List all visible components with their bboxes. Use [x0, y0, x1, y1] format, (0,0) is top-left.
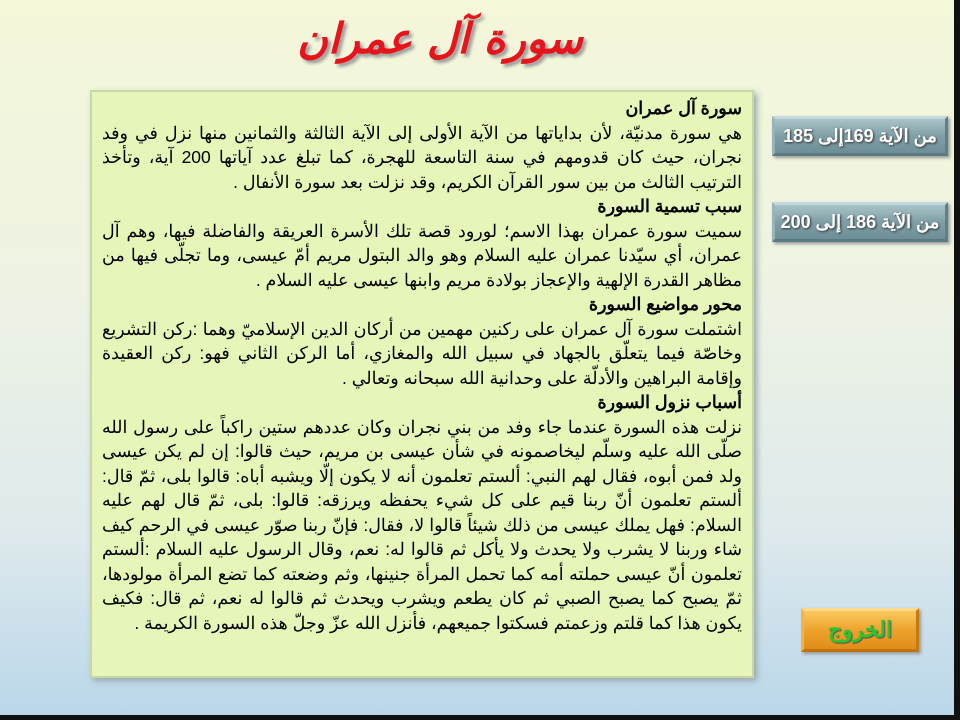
frame-border-bottom	[0, 715, 960, 720]
content-panel	[90, 90, 754, 678]
exit-button[interactable]: الخروج	[801, 608, 919, 652]
verses-186-200-button[interactable]: من الآية 186 إلى 200	[772, 202, 948, 242]
section-body-topics: اشتملت سورة آل عمران على ركنين مهمين من أركان الدين الإسلاميّ وهما :ركن التشريع وخاصّة فيما يتعلّق بالجهاد في سبيل الله والمغازي، أما الركن الثاني فهو: ركن العقيدة وإقامة البراهين والأدلّة على وحدانية الله سبحانه وتعالي .	[102, 318, 742, 388]
section-heading-naming: سبب تسمية السورة	[597, 196, 742, 216]
verses-169-185-button[interactable]: من الآية 169إلى 185	[772, 116, 948, 156]
frame-border-right	[954, 0, 960, 720]
section-body-naming: سميت سورة عمران بهذا الاسم؛ لورود قصة تلك الأسرة العريقة والفاضلة فيها، وهم آل عمران، أي سيّدنا عمران عليه السلام وهو والد البتول مريم أمّ عيسى، وما تجلّى فيها من مظاهر القدرة الإلهية والإعجاز بولادة مريم وابنها عيسى عليه السلام .	[102, 220, 742, 290]
section-body-revelation: نزلت هذه السورة عندما جاء وفد من بني نجران وكان عددهم ستين راكباً على رسول الله صلّى الله عليه وسلّم ليخاصمونه في شأن عيسى بن مريم، حيث قالوا: إن لم يكن عيسى ولد فمن أبوه، فقال لهم النبي: ألستم تعلمون أنه لا يكون إلّا ويشبه أباه: قالوا بلى، ثمّ قال: ألستم تعلمون أنّ ربنا قيم على كل شيء يحفظه ويرزقه: قالوا: بلى، ثمّ قال لهم عليه السلام: فهل يملك عيسى من ذلك شيئاً قالوا لا، فقال: فإنّ ربنا صوّر عيسى في الرحم كيف شاء وربنا لا يشرب ولا يحدث ولا يأكل ثم قالوا له: نعم، وقال الرسول عليه السلام :ألستم تعلمون أنّ عيسى حملته أمه كما تحمل المرأة جنينها، وثم وضعته كما تضع المرأة مولودها، ثمّ يصبح كما يصبح الصبي ثم كان يطعم ويشرب ويحدث ثم قالوا له نعم، ثم قال: فكيف يكون هذا كما قلتم وزعمتم فسكتوا جميعهم، فأنزل الله عزّ وجلّ هذه السورة الكريمة .	[102, 416, 742, 633]
page-title: سورة آل عمران	[297, 14, 583, 63]
section-body-surah: هي سورة مدنيّة، لأن بداياتها من الآية الأولى إلى الآية الثالثة والثمانين منها نزل في وفد نجران، حيث كان قدومهم في سنة التاسعة للهجرة، كما تبلغ عدد آياتها 200 آية، وتأخذ الترتيب الثالث من بين سور القرآن الكريم، وقد نزلت بعد سورة الأنفال .	[102, 122, 742, 192]
section-heading-revelation: أسباب نزول السورة	[597, 392, 742, 412]
section-heading-topics: محور مواضيع السورة	[588, 294, 742, 314]
section-heading-surah: سورة آل عمران	[625, 98, 742, 118]
